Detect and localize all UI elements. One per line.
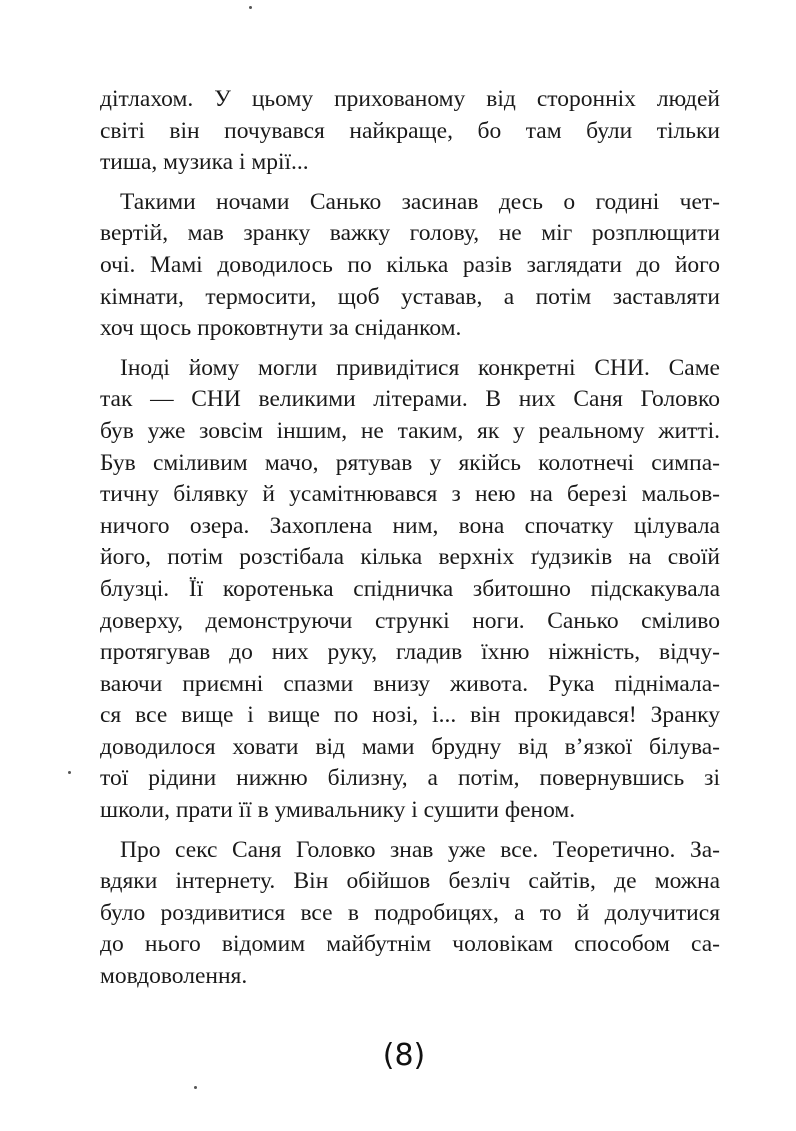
- text-line: тичну білявку й усамітнювався з нею на березі мальов-: [100, 481, 720, 508]
- text-line: блузці. Її коротенька спідничка збитошно підскакувала: [100, 575, 720, 602]
- paragraph-2: [100, 187, 720, 345]
- text-line: Про секс Саня Головко знав уже все. Теоретично. За-: [120, 836, 720, 863]
- text-line: мовдоволення.: [100, 963, 248, 990]
- text-line: ваючи приємні спазми внизу живота. Рука піднімала-: [100, 670, 720, 697]
- text-line: був уже зовсім іншим, не таким, як у реальному житті.: [100, 417, 720, 444]
- print-speck: [194, 1086, 197, 1089]
- text-line: тиша, музика і мрії...: [100, 149, 309, 176]
- text-line: кімнати, термосити, щоб уставав, а потім заставляти: [100, 283, 720, 310]
- page-number: (8): [382, 1038, 426, 1073]
- text-line: вдяки інтернету. Він обійшов безліч сайтів, де можна: [100, 868, 720, 895]
- text-line: доводилося ховати від мами брудну від в’язкої білува-: [100, 733, 720, 760]
- text-line: Іноді йому могли привидітися конкретні СНИ. Саме: [120, 354, 720, 381]
- paragraph-4: [100, 835, 720, 993]
- text-line: Був сміливим мачо, рятував у якійсь колотнечі симпа-: [100, 449, 720, 476]
- text-line: світі він почувався найкраще, бо там були тільки: [100, 117, 720, 144]
- body-text: [100, 84, 720, 993]
- text-line: протягував до них руку, гладив їхню ніжність, відчу-: [100, 639, 720, 666]
- text-line: до нього відомим майбутнім чоловікам способом са-: [100, 931, 720, 958]
- print-speck: [249, 6, 252, 9]
- paragraph-1: [100, 84, 720, 179]
- text-line: його, потім розстібала кілька верхніх ґудзиків на своїй: [100, 544, 720, 571]
- print-speck: [68, 771, 71, 774]
- text-line: доверху, демонструючи стрункі ноги. Санько сміливо: [100, 607, 720, 634]
- text-line: хоч щось проковтнути за сніданком.: [100, 315, 462, 342]
- text-line: так — СНИ великими літерами. В них Саня Головко: [100, 386, 720, 413]
- text-line: ничого озера. Захоплена ним, вона спочатку цілувала: [100, 512, 720, 539]
- text-line: ся все вище і вище по нозі, і... він прокидався! Зранку: [100, 702, 720, 729]
- text-line: було роздивитися все в подробицях, а то й долучитися: [100, 899, 720, 926]
- text-line: очі. Мамі доводилось по кілька разів заглядати до його: [100, 251, 720, 278]
- text-line: Такими ночами Санько засинав десь о годині чет-: [120, 188, 720, 215]
- paragraph-3: [100, 353, 720, 827]
- text-line: дітлахом. У цьому прихованому від сторонніх людей: [100, 86, 720, 112]
- text-line: школи, прати її в умивальнику і сушити феном.: [100, 797, 576, 824]
- text-line: тої рідини нижню білизну, а потім, повернувшись зі: [100, 765, 720, 792]
- text-line: вертій, мав зранку важку голову, не міг розплющити: [100, 220, 720, 247]
